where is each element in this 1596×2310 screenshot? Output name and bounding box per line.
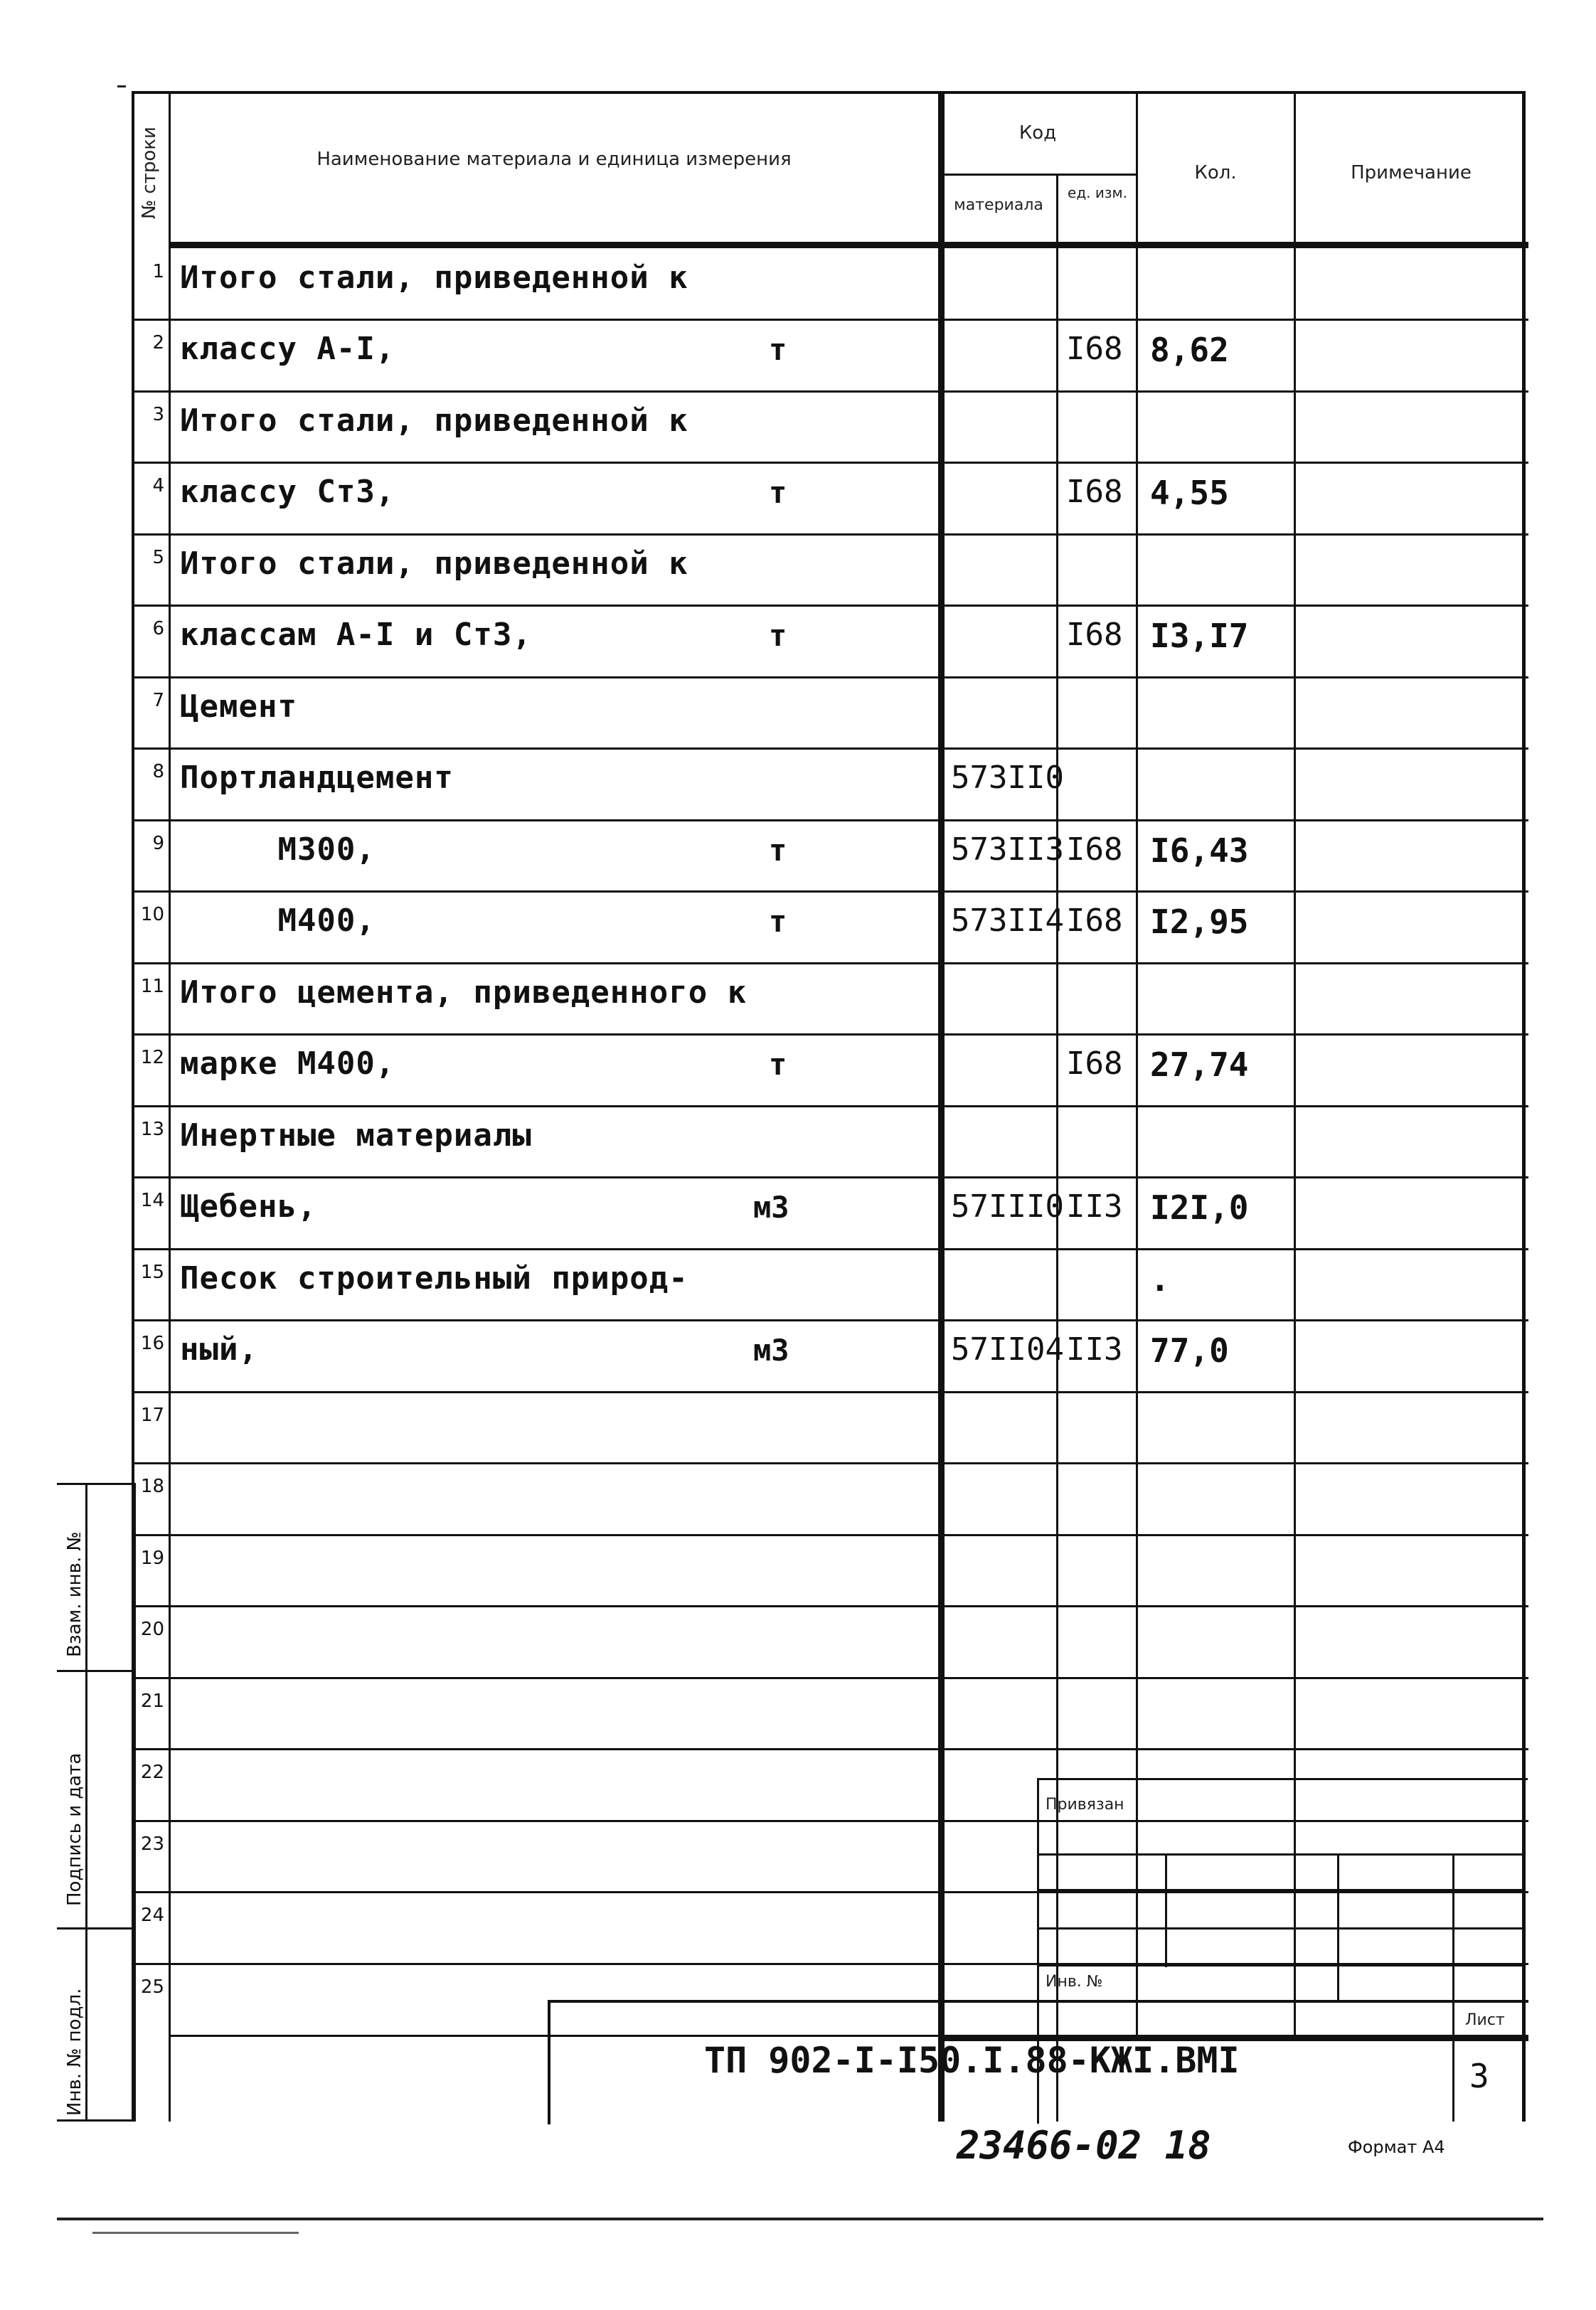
row-separator — [134, 1391, 1528, 1393]
material-unit: м3 — [753, 1190, 789, 1225]
row-number: 4 — [152, 475, 164, 496]
material-name: Щебень, — [180, 1188, 317, 1225]
quantity: 8,62 — [1150, 331, 1229, 369]
unit-code: I68 — [1066, 831, 1123, 868]
row-separator — [134, 1605, 1528, 1607]
sheet-number: 3 — [1469, 2057, 1489, 2095]
stamp-v1 — [1165, 1853, 1167, 1967]
row-number: 9 — [152, 833, 164, 854]
row-separator — [134, 605, 1528, 607]
row-separator — [134, 319, 1528, 321]
sheet-divider — [1452, 2038, 1526, 2040]
quantity: I6,43 — [1150, 831, 1249, 870]
quantity: . — [1150, 1260, 1170, 1299]
row-separator — [134, 1248, 1528, 1250]
material-code: 573II3 — [951, 831, 1064, 868]
row-number: 25 — [140, 1976, 164, 1998]
material-name: Итого стали, приведенной к — [180, 260, 688, 296]
material-code: 573II4 — [951, 903, 1064, 939]
header-code-material: материала — [954, 196, 1043, 214]
row-number: 20 — [140, 1619, 164, 1640]
header-row-no: № строки — [139, 127, 160, 219]
row-separator — [134, 390, 1528, 393]
sidebar-line-1 — [85, 1483, 87, 2122]
row-number: 22 — [140, 1762, 164, 1783]
row-separator — [134, 819, 1528, 821]
row-separator — [134, 962, 1528, 964]
quantity: I2,95 — [1150, 903, 1249, 941]
material-unit: т — [769, 618, 787, 653]
stamp-inv-no: Инв. № — [1046, 1973, 1103, 1991]
material-unit: т — [769, 833, 787, 868]
material-unit: т — [769, 1047, 787, 1082]
unit-code: I68 — [1066, 474, 1123, 510]
material-name: классам А-I и Ст3, — [180, 617, 532, 653]
doc-title: ТП 902-I-I50.I.88-КЖI.ВМI — [704, 2040, 1240, 2081]
material-unit: т — [769, 475, 787, 510]
sidebar-vzam-inv: Взам. инв. № — [64, 1531, 85, 1657]
material-name: Песок строительный природ- — [180, 1260, 688, 1297]
row-separator — [134, 1176, 1528, 1178]
material-code: 573II0 — [951, 760, 1064, 796]
material-code: 57II04 — [951, 1331, 1064, 1368]
row-number: 11 — [140, 976, 164, 997]
quantity: 27,74 — [1150, 1045, 1249, 1084]
row-separator — [134, 1677, 1528, 1679]
header-code-unit: ед. изм. — [1068, 184, 1127, 201]
row-separator — [134, 1319, 1528, 1321]
stamp-privyazan: Привязан — [1046, 1796, 1124, 1814]
code-split-line — [938, 174, 1137, 176]
row-number: 5 — [152, 547, 164, 568]
row-number: 24 — [140, 1905, 164, 1926]
row-separator — [134, 1033, 1528, 1036]
stamp-v2 — [1337, 1853, 1339, 2001]
sidebar-divider-2 — [57, 1927, 134, 1930]
row-number: 2 — [152, 332, 164, 353]
unit-code: II3 — [1066, 1188, 1123, 1225]
quantity: I3,I7 — [1150, 617, 1249, 655]
row-number: 23 — [140, 1833, 164, 1855]
unit-code: I68 — [1066, 331, 1123, 367]
material-name: М300, — [180, 831, 376, 868]
row-number: 19 — [140, 1548, 164, 1569]
col-line-1 — [169, 94, 171, 2122]
footer-doc-number: 23466-02 18 — [957, 2123, 1211, 2168]
row-separator — [134, 1462, 1528, 1464]
row-separator — [134, 462, 1528, 464]
bottom-rule-small — [92, 2232, 299, 2234]
quantity: 77,0 — [1150, 1331, 1229, 1370]
row-number: 16 — [140, 1333, 164, 1354]
row-number: 1 — [152, 261, 164, 282]
material-name: классу Ст3, — [180, 474, 395, 510]
row-separator — [134, 1748, 1528, 1750]
material-code: 57III0 — [951, 1188, 1064, 1225]
unit-code: I68 — [1066, 617, 1123, 653]
row-separator — [134, 747, 1528, 750]
material-unit: т — [769, 904, 787, 939]
row-separator — [134, 890, 1528, 893]
row-number: 21 — [140, 1691, 164, 1712]
material-name: ный, — [180, 1331, 258, 1368]
row-separator — [134, 533, 1528, 536]
row-number: 6 — [152, 618, 164, 639]
header-qty: Кол. — [1194, 162, 1237, 183]
unit-code: I68 — [1066, 903, 1123, 939]
material-name: марке М400, — [180, 1045, 395, 1082]
col-line-2 — [938, 94, 945, 2122]
sidebar-divider-1 — [57, 1670, 134, 1672]
row-number: 15 — [140, 1262, 164, 1283]
sheet-label: Лист — [1465, 2011, 1505, 2029]
row-separator — [134, 676, 1528, 678]
material-unit: т — [769, 332, 787, 367]
material-unit: м3 — [753, 1333, 789, 1368]
row-separator — [134, 1105, 1528, 1107]
page-tick — [117, 85, 126, 87]
header-name: Наименование материала и единица измерения — [316, 149, 792, 170]
row-number: 13 — [140, 1119, 164, 1140]
material-name: Портландцемент — [180, 760, 454, 796]
header-note: Примечание — [1351, 162, 1472, 183]
header-code: Код — [1018, 122, 1057, 144]
material-name: Цемент — [180, 688, 297, 725]
material-name: Итого стали, приведенной к — [180, 403, 688, 439]
unit-code: I68 — [1066, 1045, 1123, 1082]
sidebar-divider-top — [57, 1483, 134, 1485]
sidebar-podpis-data: Подпись и дата — [64, 1752, 85, 1906]
row-number: 10 — [140, 904, 164, 925]
quantity: I2I,0 — [1150, 1188, 1249, 1227]
material-name: Итого цемента, приведенного к — [180, 974, 748, 1011]
material-name: М400, — [180, 903, 376, 939]
footer-format: Формат А4 — [1348, 2137, 1445, 2157]
material-name: Итого стали, приведенной к — [180, 545, 688, 582]
row-separator — [134, 1534, 1528, 1536]
material-name: классу А-I, — [180, 331, 395, 367]
row-number: 14 — [140, 1190, 164, 1211]
row-number: 8 — [152, 761, 164, 782]
material-name: Инертные материалы — [180, 1117, 532, 1154]
quantity: 4,55 — [1150, 474, 1229, 512]
row-number: 12 — [140, 1047, 164, 1068]
row-number: 18 — [140, 1476, 164, 1497]
row-number: 3 — [152, 404, 164, 425]
unit-code: II3 — [1066, 1331, 1123, 1368]
sidebar-bottom — [57, 2119, 134, 2122]
bottom-rule — [57, 2218, 1543, 2220]
row-number: 17 — [140, 1405, 164, 1426]
row-number: 7 — [152, 690, 164, 711]
header-bottom-line — [169, 242, 1528, 248]
sidebar-inv-podl: Инв. № подл. — [64, 1988, 85, 2116]
